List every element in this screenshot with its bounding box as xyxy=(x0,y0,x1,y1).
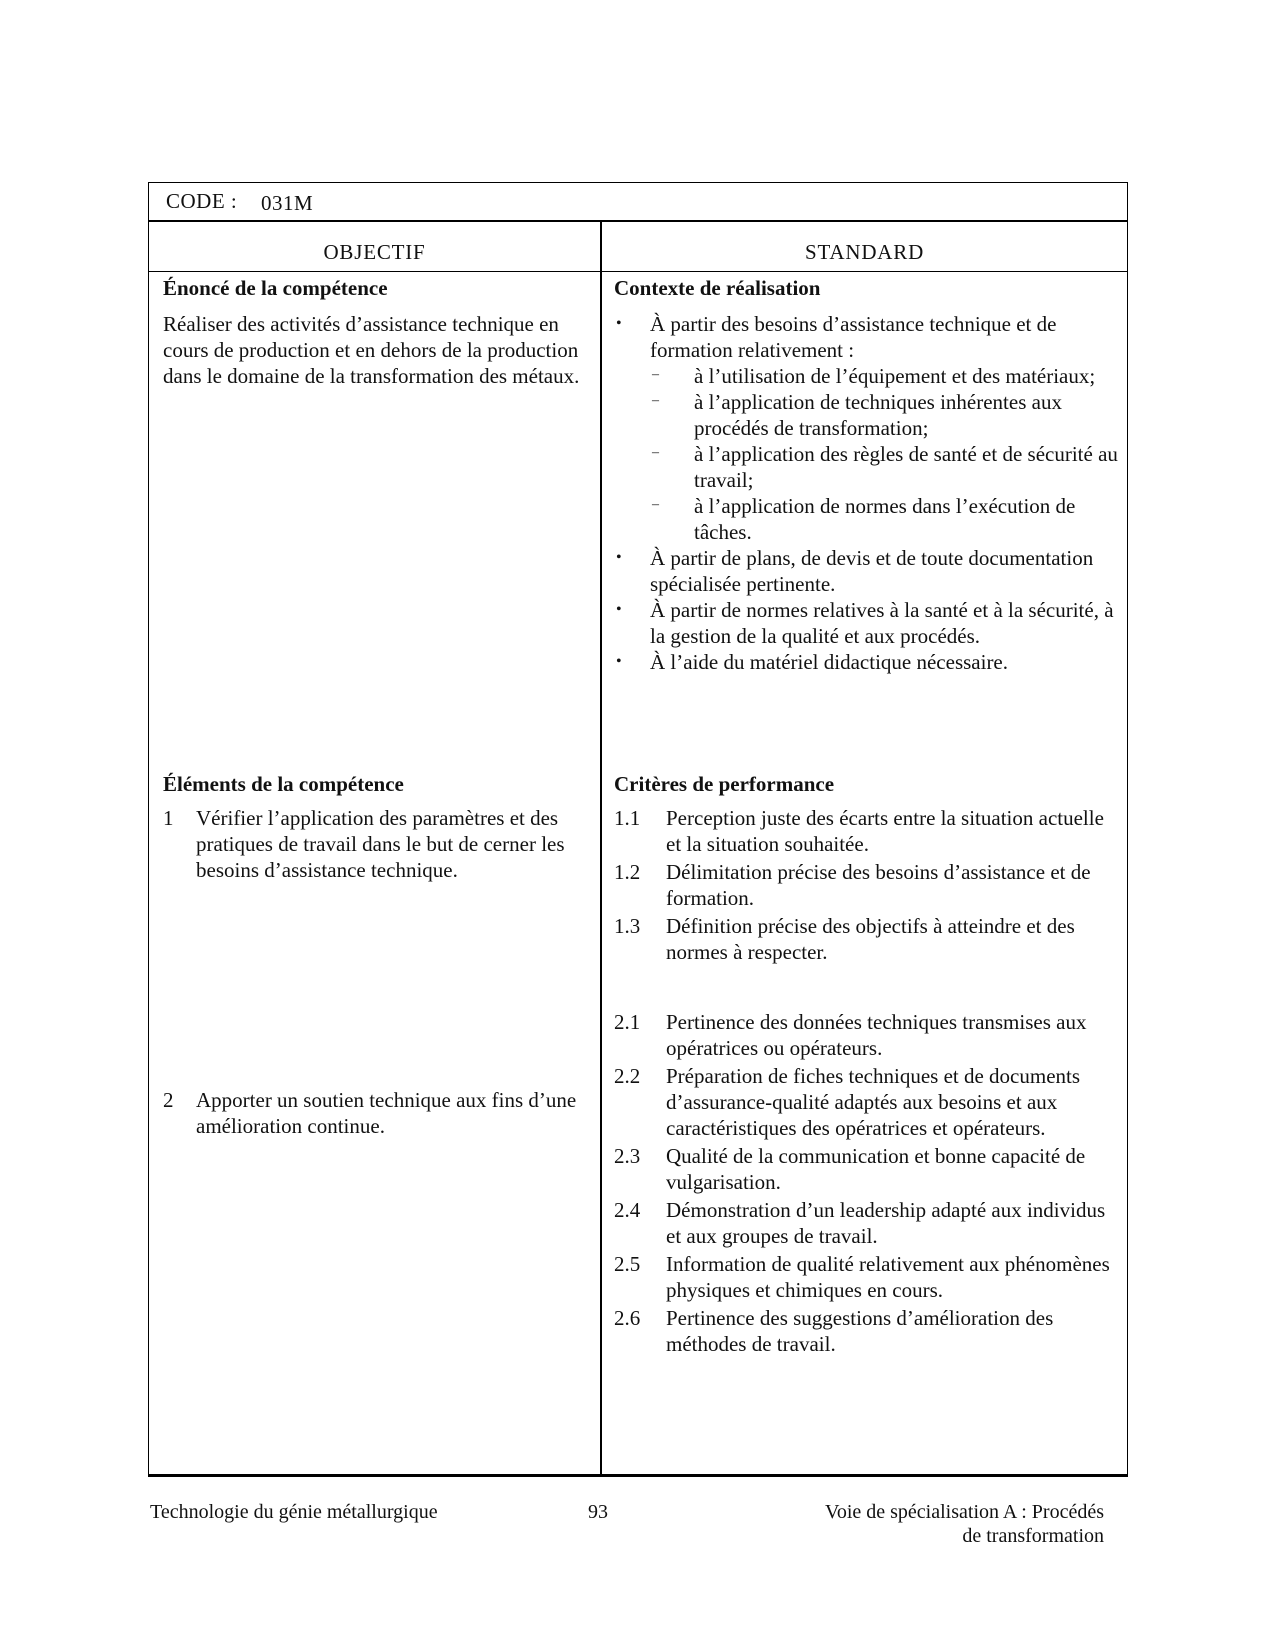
code-label: CODE : xyxy=(166,189,238,213)
code-row xyxy=(149,183,1127,222)
footer-specialization-line1: Voie de spécialisation A : Procédés xyxy=(824,1501,1104,1523)
column-header-row xyxy=(149,220,1127,272)
dash-icon: – xyxy=(652,497,659,512)
contexte-item-text: À partir de plans, de devis et de toute documentation spécialisée pertinente. xyxy=(650,546,1094,596)
critere-item xyxy=(614,805,1119,857)
header-standard: STANDARD xyxy=(804,240,925,264)
bullet-icon: • xyxy=(616,601,622,618)
contexte-item xyxy=(614,649,1119,675)
contexte-subitem xyxy=(614,389,1119,441)
bullet-icon: • xyxy=(616,653,622,670)
critere-text: Délimitation précise des besoins d’assistance et de formation. xyxy=(666,860,1091,910)
element-text: Apporter un soutien technique aux fins d’une amélioration continue. xyxy=(196,1088,577,1138)
critere-number: 2.3 xyxy=(614,1144,641,1168)
contexte-item xyxy=(614,597,1119,649)
critere-number: 2.5 xyxy=(614,1252,641,1276)
critere-text: Démonstration d’un leadership adapté aux individus et aux groupes de travail. xyxy=(666,1198,1106,1248)
competency-table xyxy=(148,182,1128,1477)
critere-item xyxy=(614,859,1119,911)
contexte-item xyxy=(614,545,1119,597)
criteres-group-1 xyxy=(614,805,1119,967)
code-value: 031M xyxy=(261,191,314,215)
contexte-item-text: À l’aide du matériel didactique nécessaire. xyxy=(650,650,1009,674)
enonce-title: Énoncé de la compétence xyxy=(163,276,388,300)
critere-number: 1.1 xyxy=(614,806,641,830)
element-number: 1 xyxy=(163,806,174,830)
critere-item xyxy=(614,1305,1119,1357)
elements-title: Éléments de la compétence xyxy=(163,772,404,796)
bullet-icon: • xyxy=(616,549,622,566)
critere-text: Pertinence des données techniques transmises aux opératrices ou opérateurs. xyxy=(666,1010,1087,1060)
footer-page-number: 93 xyxy=(588,1501,608,1523)
critere-number: 1.2 xyxy=(614,860,641,884)
contexte-subitem xyxy=(614,363,1119,389)
header-objectif: OBJECTIF xyxy=(323,240,426,264)
dash-icon: – xyxy=(652,445,659,460)
critere-item xyxy=(614,1009,1119,1061)
footer-program-title: Technologie du génie métallurgique xyxy=(150,1501,438,1523)
contexte-title: Contexte de réalisation xyxy=(614,276,821,300)
standard-column xyxy=(614,271,1119,1474)
criteres-title: Critères de performance xyxy=(614,772,835,796)
critere-number: 1.3 xyxy=(614,914,641,938)
contexte-subitem-text: à l’application des règles de santé et de sécurité au travail; xyxy=(694,442,1118,492)
contexte-subitem xyxy=(614,441,1119,493)
footer-specialization-line2: de transformation xyxy=(962,1525,1104,1547)
element-item xyxy=(163,1087,583,1139)
column-divider xyxy=(600,220,602,1474)
enonce-text: Réaliser des activités d’assistance technique en cours de production et en dehors de la production dans le domaine de la transformation des métaux. xyxy=(163,312,580,388)
critere-text: Pertinence des suggestions d’amélioration des méthodes de travail. xyxy=(666,1306,1054,1356)
criteres-group-2 xyxy=(614,1009,1119,1359)
contexte-item xyxy=(614,311,1119,363)
critere-item xyxy=(614,1197,1119,1249)
critere-number: 2.4 xyxy=(614,1198,641,1222)
critere-text: Préparation de fiches techniques et de documents d’assurance-qualité adaptés aux besoins et aux caractéristiques des opératrices et opérateurs. xyxy=(666,1064,1081,1140)
contexte-subitem-text: à l’application de normes dans l’exécution de tâches. xyxy=(694,494,1076,544)
contexte-subitem-text: à l’application de techniques inhérentes aux procédés de transformation; xyxy=(694,390,1062,440)
critere-item xyxy=(614,913,1119,965)
contexte-list xyxy=(614,311,1119,675)
objectif-column xyxy=(163,271,583,1474)
element-text: Vérifier l’application des paramètres et des pratiques de travail dans le but de cerner les besoins d’assistance technique. xyxy=(196,806,565,882)
critere-item xyxy=(614,1251,1119,1303)
critere-number: 2.1 xyxy=(614,1010,641,1034)
contexte-subitem xyxy=(614,493,1119,545)
critere-item xyxy=(614,1063,1119,1141)
element-number: 2 xyxy=(163,1088,174,1112)
contexte-item-text: À partir de normes relatives à la santé et à la sécurité, à la gestion de la qualité et aux procédés. xyxy=(650,598,1114,648)
critere-text: Information de qualité relativement aux phénomènes physiques et chimiques en cours. xyxy=(666,1252,1110,1302)
contexte-item-text: À partir des besoins d’assistance technique et de formation relativement : xyxy=(650,312,1057,362)
critere-text: Qualité de la communication et bonne capacité de vulgarisation. xyxy=(666,1144,1086,1194)
critere-number: 2.6 xyxy=(614,1306,641,1330)
critere-text: Définition précise des objectifs à atteindre et des normes à respecter. xyxy=(666,914,1075,964)
bullet-icon: • xyxy=(616,315,622,332)
footer-specialization xyxy=(780,1500,1104,1548)
critere-number: 2.2 xyxy=(614,1064,641,1088)
critere-item xyxy=(614,1143,1119,1195)
dash-icon: – xyxy=(652,393,659,408)
critere-text: Perception juste des écarts entre la situation actuelle et la situation souhaitée. xyxy=(666,806,1104,856)
element-item xyxy=(163,805,583,883)
dash-icon: – xyxy=(652,367,659,382)
contexte-subitem-text: à l’utilisation de l’équipement et des matériaux; xyxy=(694,364,1096,388)
